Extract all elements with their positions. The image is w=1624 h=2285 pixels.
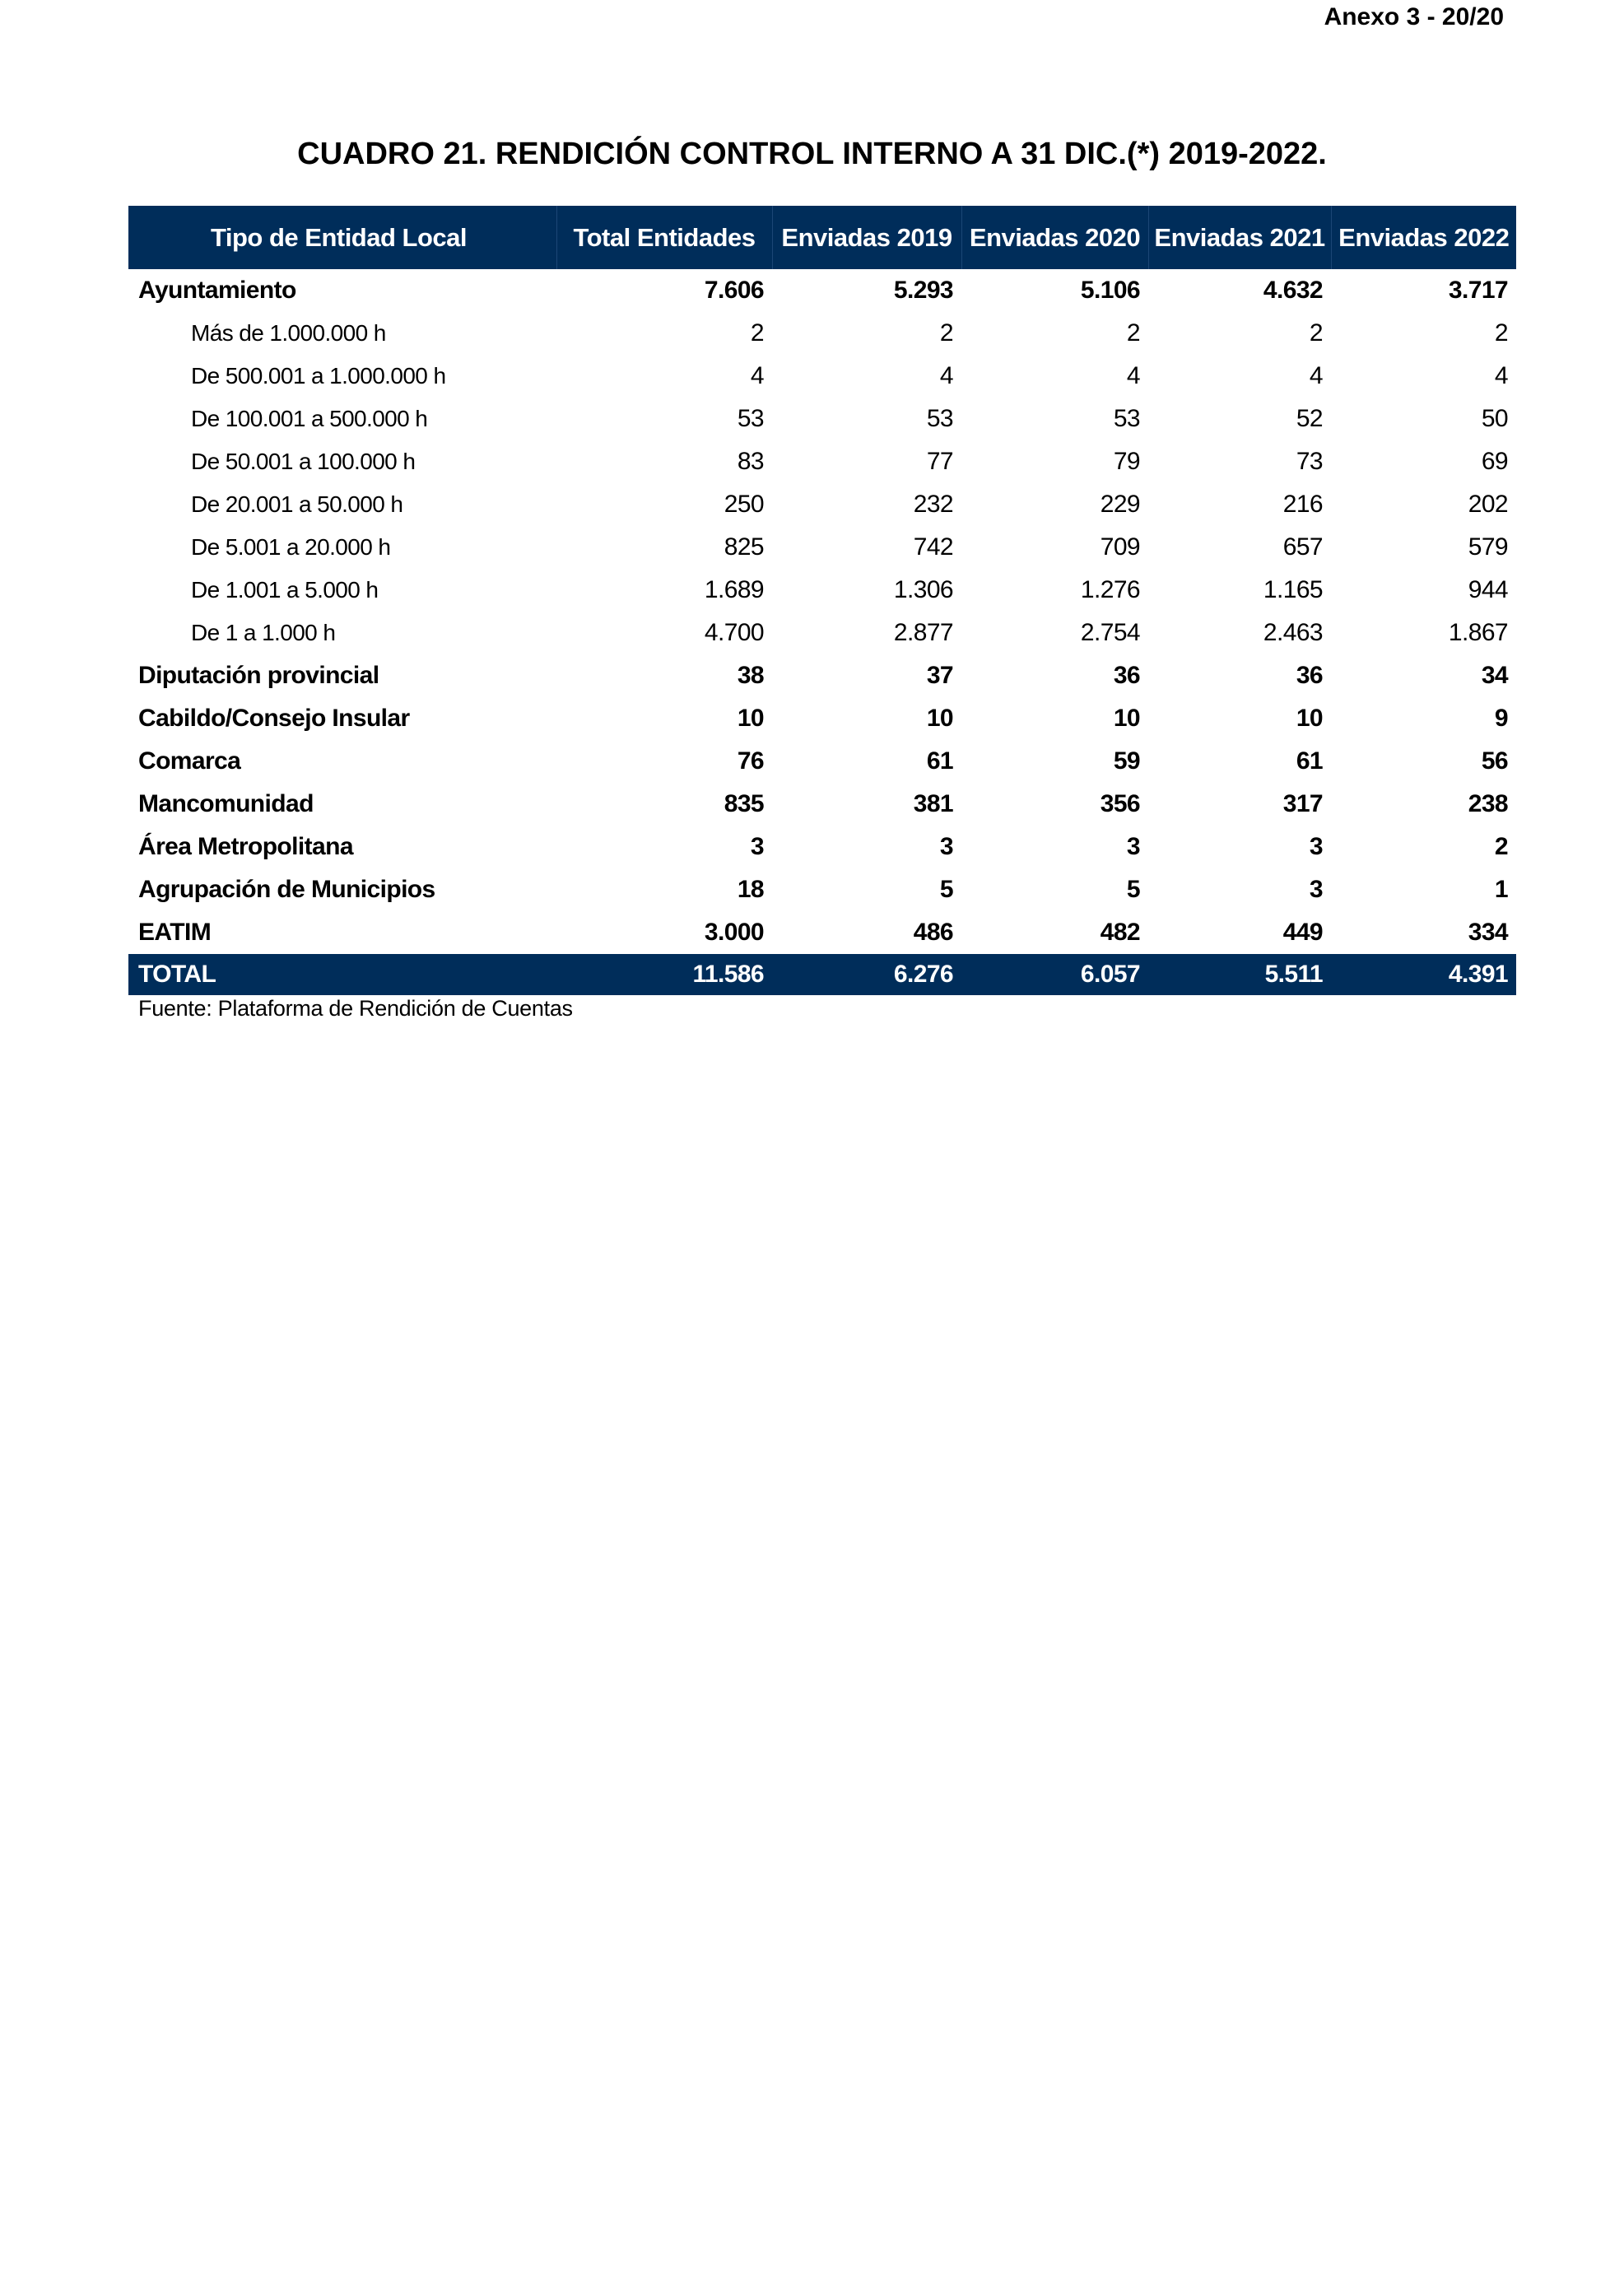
cell-2021: 4: [1309, 362, 1323, 389]
cell-total: 2: [750, 319, 764, 347]
total-cell-2022: 4.391: [1331, 954, 1516, 995]
cell-2022: 202: [1468, 491, 1508, 518]
cell-2020: 356: [1100, 790, 1140, 817]
row-label: Área Metropolitana: [138, 833, 353, 860]
cell-2021: 657: [1282, 533, 1323, 561]
cell-2019: 381: [913, 790, 953, 817]
cell-2022: 3.717: [1448, 277, 1508, 304]
cell-2020: 2.754: [1080, 619, 1140, 646]
row-label: De 500.001 a 1.000.000 h: [191, 363, 446, 389]
header-enviadas-2020: Enviadas 2020: [961, 206, 1148, 269]
table-row: [128, 612, 1516, 654]
table-row: [128, 826, 1516, 868]
cell-2019: 3: [939, 833, 953, 860]
cell-2020: 4: [1126, 362, 1140, 389]
header-enviadas-2019: Enviadas 2019: [772, 206, 961, 269]
cell-2020: 79: [1113, 448, 1140, 475]
table-row: [128, 269, 1516, 312]
cell-2021: 216: [1282, 491, 1323, 518]
cell-2020: 2: [1126, 319, 1140, 347]
header-enviadas-2021: Enviadas 2021: [1148, 206, 1331, 269]
row-label: De 50.001 a 100.000 h: [191, 449, 416, 474]
cell-2022: 4: [1494, 362, 1508, 389]
total-label: TOTAL: [128, 954, 556, 995]
source-note: Fuente: Plataforma de Rendición de Cuentas: [138, 996, 573, 1021]
cell-2020: 3: [1126, 833, 1140, 860]
table-row: [128, 740, 1516, 783]
cell-total: 825: [724, 533, 764, 561]
cell-2021: 2.463: [1263, 619, 1323, 646]
cell-2020: 482: [1100, 919, 1140, 946]
page-reference: Anexo 3 - 20/20: [1324, 3, 1504, 30]
cell-2019: 2.877: [893, 619, 953, 646]
cell-total: 4.700: [704, 619, 764, 646]
table-title: CUADRO 21. RENDICIÓN CONTROL INTERNO A 31 DIC.(*) 2019-2022.: [297, 137, 1327, 171]
row-label: EATIM: [138, 919, 212, 946]
table-header-row: [128, 206, 1516, 269]
cell-2020: 229: [1100, 491, 1140, 518]
cell-2019: 2: [939, 319, 953, 347]
cell-2019: 742: [913, 533, 953, 561]
cell-2021: 61: [1296, 747, 1323, 775]
cell-2021: 4.632: [1263, 277, 1323, 304]
cell-2022: 69: [1481, 448, 1508, 475]
table-row: [128, 398, 1516, 440]
header-total-entidades: Total Entidades: [556, 206, 772, 269]
cell-2022: 56: [1481, 747, 1508, 775]
cell-total: 18: [737, 876, 764, 903]
header-enviadas-2022: Enviadas 2022: [1331, 206, 1516, 269]
cell-2020: 1.276: [1080, 576, 1140, 603]
cell-2019: 77: [926, 448, 953, 475]
total-cell-total: 11.586: [556, 954, 772, 995]
cell-total: 4: [750, 362, 764, 389]
cell-2021: 1.165: [1263, 576, 1323, 603]
cell-2021: 449: [1282, 919, 1323, 946]
cell-2021: 73: [1296, 448, 1323, 475]
cell-2022: 1.867: [1448, 619, 1508, 646]
cell-total: 3: [750, 833, 764, 860]
cell-2020: 10: [1113, 705, 1140, 732]
cell-2022: 2: [1494, 319, 1508, 347]
cell-2022: 50: [1481, 405, 1508, 432]
table-row: [128, 569, 1516, 612]
cell-2020: 59: [1113, 747, 1140, 775]
table-row: [128, 697, 1516, 740]
cell-total: 250: [724, 491, 764, 518]
cell-total: 38: [737, 662, 764, 689]
cell-2021: 3: [1309, 833, 1323, 860]
row-label: De 1 a 1.000 h: [191, 620, 336, 645]
cell-total: 835: [724, 790, 764, 817]
table-row: [128, 911, 1516, 954]
cell-2021: 3: [1309, 876, 1323, 903]
cell-2019: 5.293: [893, 277, 953, 304]
control-interno-table: [128, 206, 1516, 995]
table-row: [128, 526, 1516, 569]
cell-2022: 1: [1494, 876, 1508, 903]
cell-2021: 52: [1296, 405, 1323, 432]
cell-2020: 5.106: [1080, 277, 1140, 304]
total-cell-2021: 5.511: [1148, 954, 1331, 995]
cell-2019: 486: [913, 919, 953, 946]
row-label: De 1.001 a 5.000 h: [191, 577, 379, 603]
cell-2019: 10: [926, 705, 953, 732]
row-label: Comarca: [138, 747, 241, 775]
cell-2019: 53: [926, 405, 953, 432]
cell-total: 83: [737, 448, 764, 475]
cell-2022: 334: [1468, 919, 1508, 946]
cell-2022: 9: [1494, 705, 1508, 732]
table-row: [128, 483, 1516, 526]
cell-2021: 10: [1296, 705, 1323, 732]
cell-2022: 579: [1468, 533, 1508, 561]
table-row: [128, 312, 1516, 355]
table-row: [128, 440, 1516, 483]
cell-2021: 2: [1309, 319, 1323, 347]
row-label: Diputación provincial: [138, 662, 379, 689]
cell-2020: 709: [1100, 533, 1140, 561]
row-label: De 5.001 a 20.000 h: [191, 534, 391, 560]
cell-2019: 4: [939, 362, 953, 389]
row-label: Agrupación de Municipios: [138, 876, 435, 903]
cell-2019: 61: [926, 747, 953, 775]
header-tipo-entidad: Tipo de Entidad Local: [128, 206, 556, 269]
row-label: Más de 1.000.000 h: [191, 320, 386, 346]
row-label: Cabildo/Consejo Insular: [138, 705, 410, 732]
cell-2021: 36: [1296, 662, 1323, 689]
cell-total: 10: [737, 705, 764, 732]
table-row: [128, 868, 1516, 911]
cell-2022: 238: [1468, 790, 1508, 817]
cell-total: 7.606: [704, 277, 764, 304]
total-cell-2020: 6.057: [961, 954, 1148, 995]
total-row: [128, 954, 1516, 995]
cell-total: 76: [737, 747, 764, 775]
table-row: [128, 783, 1516, 826]
cell-2022: 2: [1494, 833, 1508, 860]
table-row: [128, 355, 1516, 398]
table-row: [128, 654, 1516, 697]
cell-total: 1.689: [704, 576, 764, 603]
row-label: De 20.001 a 50.000 h: [191, 491, 403, 517]
cell-total: 53: [737, 405, 764, 432]
cell-2019: 37: [926, 662, 953, 689]
row-label: Mancomunidad: [138, 790, 314, 817]
cell-2020: 5: [1126, 876, 1140, 903]
cell-total: 3.000: [704, 919, 764, 946]
cell-2019: 1.306: [893, 576, 953, 603]
total-cell-2019: 6.276: [772, 954, 961, 995]
cell-2022: 944: [1468, 576, 1508, 603]
cell-2020: 36: [1113, 662, 1140, 689]
cell-2019: 232: [913, 491, 953, 518]
row-label: Ayuntamiento: [138, 277, 296, 304]
cell-2021: 317: [1282, 790, 1323, 817]
row-label: De 100.001 a 500.000 h: [191, 406, 428, 431]
cell-2020: 53: [1113, 405, 1140, 432]
cell-2022: 34: [1481, 662, 1508, 689]
cell-2019: 5: [939, 876, 953, 903]
